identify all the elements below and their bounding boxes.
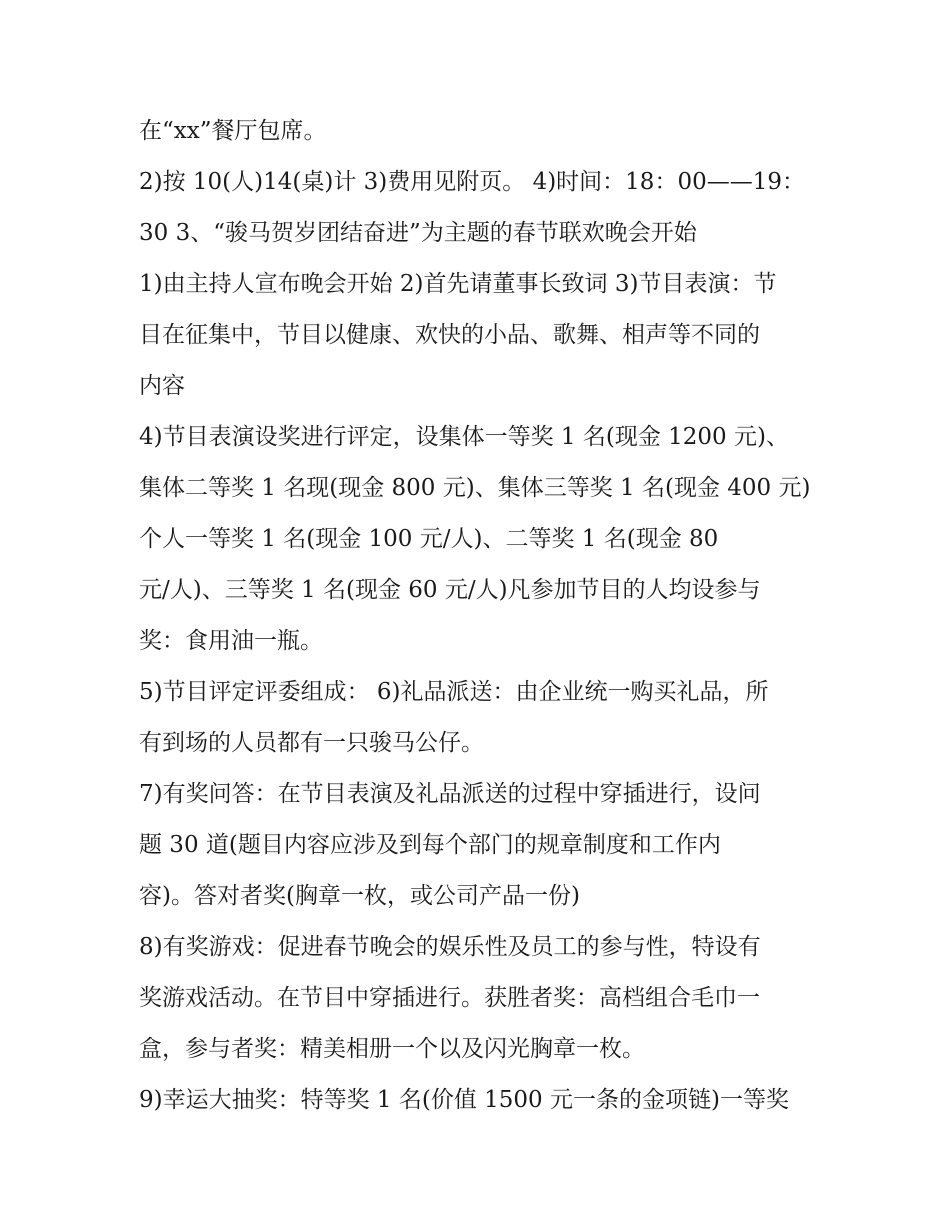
text-line: 奖：食用油一瓶。	[139, 628, 323, 654]
text-line: 目在征集中，节目以健康、欢快的小品、歌舞、相声等不同的	[139, 322, 760, 348]
text-line: 有到场的人员都有一只骏马公仔。	[139, 730, 484, 756]
text-line: 8)有奖游戏：促进春节晚会的娱乐性及员工的参与性，特设有	[139, 934, 761, 960]
text-line: 7)有奖问答：在节目表演及礼品派送的过程中穿插进行，设问	[139, 781, 761, 807]
text-line: 30 3、“骏马贺岁团结奋进”为主题的春节联欢晚会开始	[139, 220, 697, 246]
text-line: 9)幸运大抽奖：特等奖 1 名(价值 1500 元一条的金项链)一等奖	[139, 1087, 789, 1113]
text-line: 集体二等奖 1 名现(现金 800 元)、集体三等奖 1 名(现金 400 元)	[139, 475, 811, 501]
text-line: 内容	[139, 373, 185, 399]
document-body	[139, 106, 819, 1126]
text-line: 2)按 10(人)14(桌)计 3)费用见附页。 4)时间：18：00——19：	[139, 169, 805, 195]
text-line: 奖游戏活动。在节目中穿插进行。获胜者奖：高档组合毛巾一	[139, 985, 760, 1011]
text-line: 题 30 道(题目内容应涉及到每个部门的规章制度和工作内	[139, 832, 721, 858]
text-line: 4)节目表演设奖进行评定，设集体一等奖 1 名(现金 1200 元)、	[139, 424, 789, 450]
text-line: 盒，参与者奖：精美相册一个以及闪光胸章一枚。	[139, 1036, 645, 1062]
text-line: 个人一等奖 1 名(现金 100 元/人)、二等奖 1 名(现金 80	[139, 526, 719, 552]
text-line: 元/人)、三等奖 1 名(现金 60 元/人)凡参加节目的人均设参与	[139, 577, 761, 603]
text-line: 5)节目评定评委组成： 6)礼品派送：由企业统一购买礼品，所	[139, 679, 769, 705]
text-line: 容)。答对者奖(胸章一枚，或公司产品一份)	[139, 883, 580, 909]
text-line: 1)由主持人宣布晚会开始 2)首先请董事长致词 3)节目表演：节	[139, 271, 777, 297]
text-line: 在“xx”餐厅包席。	[139, 118, 327, 144]
